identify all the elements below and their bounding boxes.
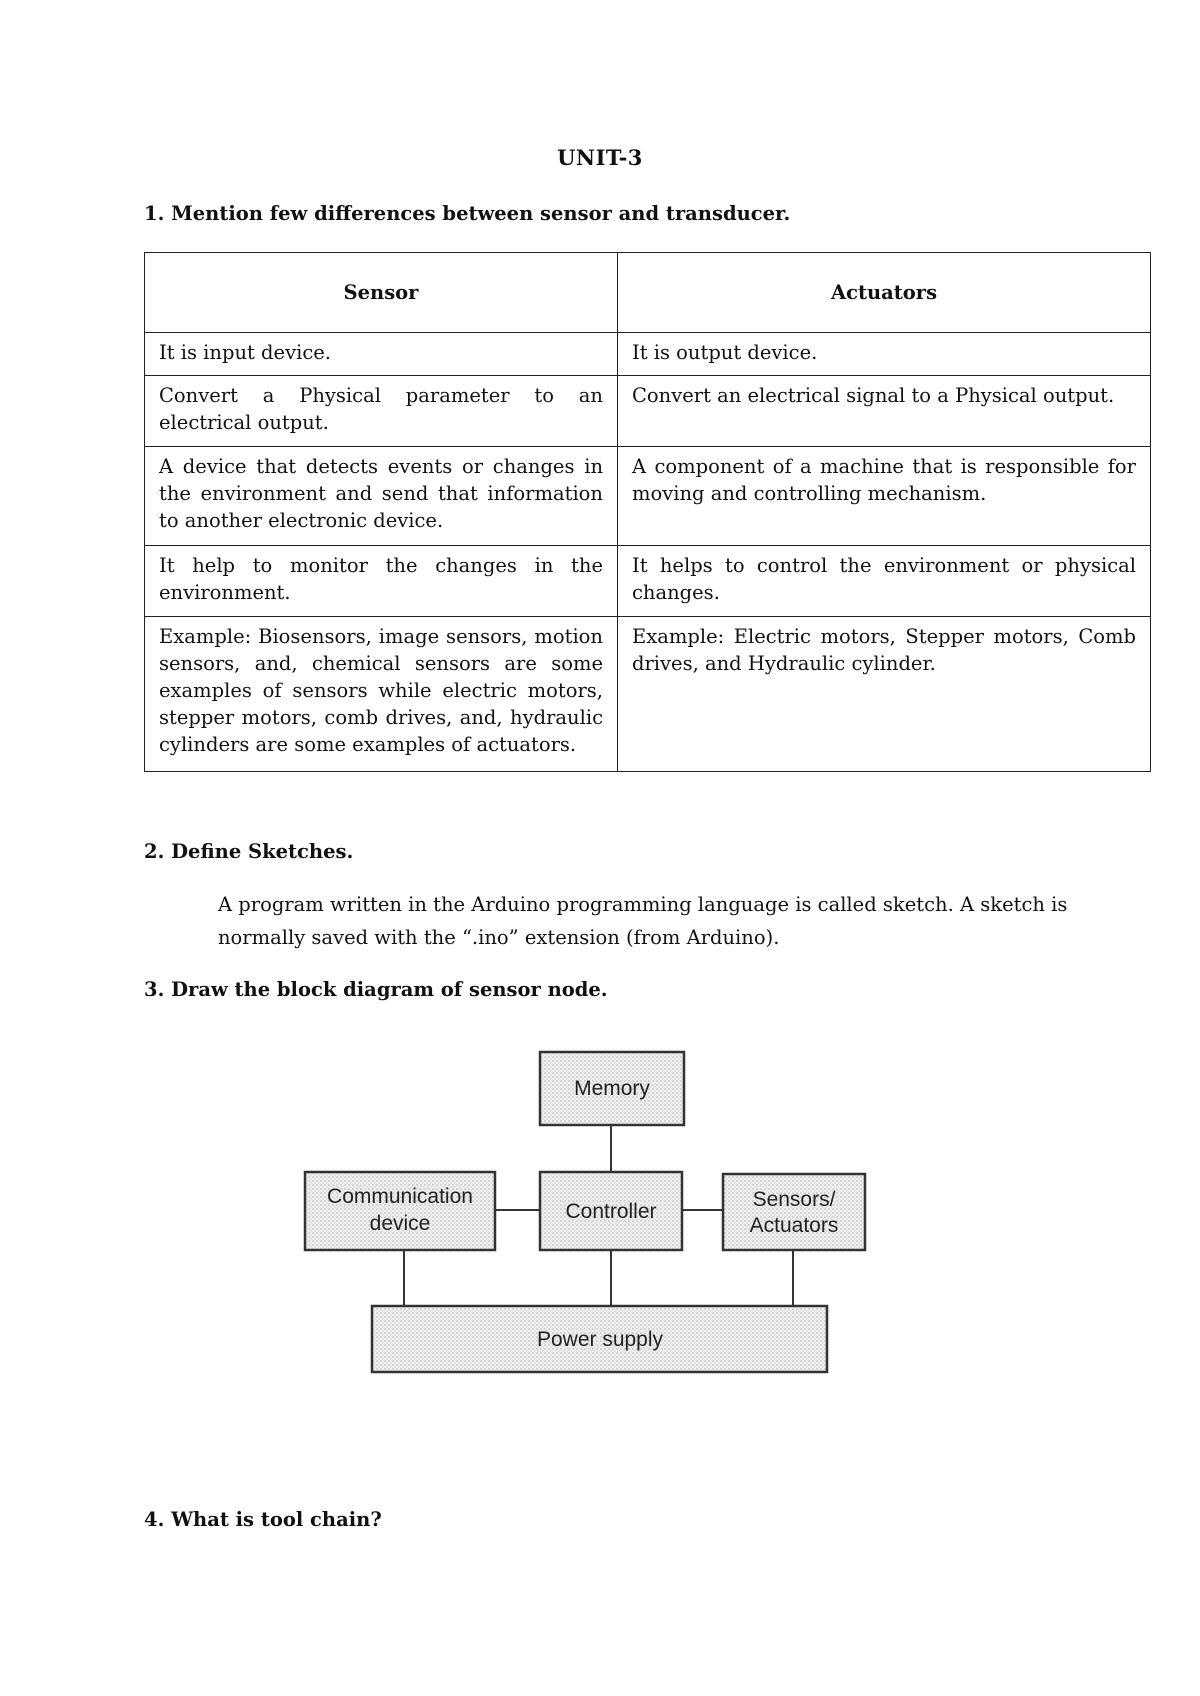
controller-block xyxy=(540,1172,682,1250)
table-cell: Example: Electric motors, Stepper motors, Comb drives, and Hydraulic cylinder. xyxy=(618,617,1151,772)
communication-box xyxy=(305,1172,495,1250)
sensors-box xyxy=(723,1174,865,1250)
question-1: 1. Mention few differences between sensor and transducer. xyxy=(144,202,791,225)
table-cell: It help to monitor the changes in the environment. xyxy=(145,546,618,617)
question-2: 2. Define Sketches. xyxy=(144,840,354,863)
table-cell: A component of a machine that is responsible for moving and controlling mechanism. xyxy=(618,447,1151,546)
table-cell: It is output device. xyxy=(618,333,1151,376)
sensors-block xyxy=(723,1174,865,1250)
page-title: UNIT-3 xyxy=(557,145,643,170)
power-label: Power supply xyxy=(536,1328,664,1351)
power-block xyxy=(372,1306,827,1372)
question-3: 3. Draw the block diagram of sensor node. xyxy=(144,978,608,1001)
question-4: 4. What is tool chain? xyxy=(144,1508,382,1531)
sensors-label-line1: Sensors/ xyxy=(752,1188,836,1211)
table-cell: Example: Biosensors, image sensors, motion sensors, and, chemical sensors are some examples of sensors while electric motors, stepper motors, comb drives, and, hydraulic cylinders are some examples of actuators. xyxy=(145,617,618,772)
sensors-label-line2: Actuators xyxy=(749,1214,839,1237)
table-cell: It helps to control the environment or physical changes. xyxy=(618,546,1151,617)
memory-label: Memory xyxy=(574,1077,650,1100)
table-cell: It is input device. xyxy=(145,333,618,376)
table-cell: Convert a Physical parameter to an electrical output. xyxy=(145,376,618,447)
communication-block xyxy=(305,1172,495,1250)
controller-label: Controller xyxy=(565,1200,657,1223)
communication-label-line2: device xyxy=(369,1212,431,1235)
header-actuators: Actuators xyxy=(618,253,1151,333)
table-cell: Convert an electrical signal to a Physical output. xyxy=(618,376,1151,447)
communication-label-line1: Communication xyxy=(327,1185,473,1208)
table-cell: A device that detects events or changes in the environment and send that information to another electronic device. xyxy=(145,447,618,546)
header-sensor: Sensor xyxy=(145,253,618,333)
answer-2: A program written in the Arduino programming language is called sketch. A sketch is normally saved with the “.ino” extension (from Arduino). xyxy=(218,893,1068,949)
memory-block xyxy=(540,1052,684,1125)
